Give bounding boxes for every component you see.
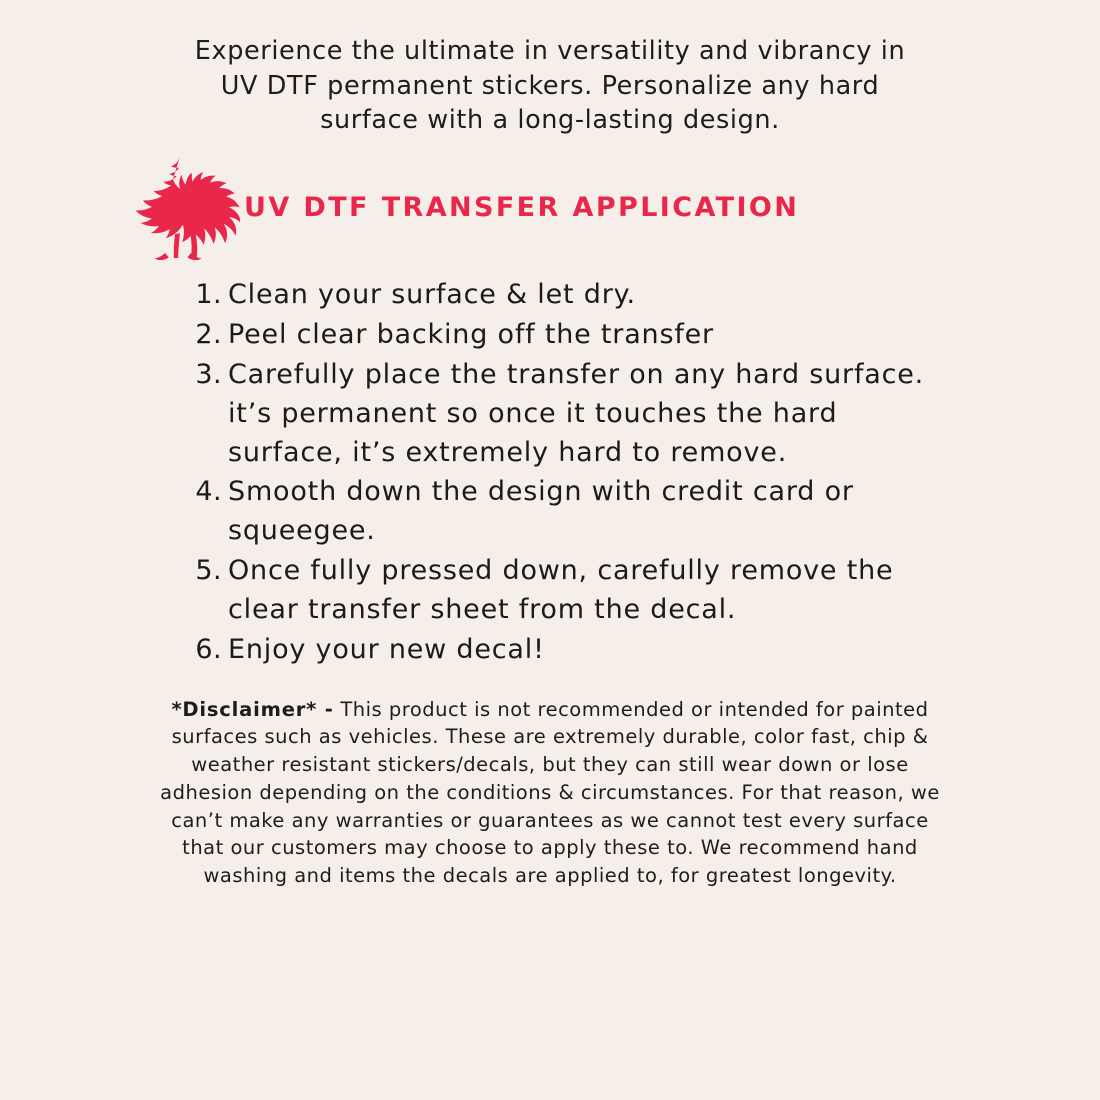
list-item: Once fully pressed down, carefully remove the clear transfer sheet from the decal. [228, 555, 894, 626]
list-item: Enjoy your new decal! [228, 633, 545, 665]
intro-paragraph: Experience the ultimate in versatility and vibrancy in UV DTF permanent stickers. Personalize any hard surface with a long-lasting design. [194, 36, 906, 136]
disclaimer-label: *Disclaimer* - [171, 697, 334, 721]
rooster-icon [128, 150, 240, 268]
list-item: Carefully place the transfer on any hard surface. it’s permanent so once it touches the hard surface, it’s extremely hard to remove. [228, 358, 925, 468]
section-title: UV DTF TRANSFER APPLICATION [244, 191, 800, 223]
disclaimer-body: This product is not recommended or intended for painted surfaces such as vehicles. These are extremely durable, color fast, chip & weather resistant stickers/decals, but they can still wear down or lose adhesion depending on the conditions & circumstances. For that reason, we can’t make any warranties or guarantees as we cannot test every surface that our customers may choose to apply these to. We recommend hand washing and items the decals are applied to, for greatest longevity. [160, 697, 940, 887]
list-item: Clean your surface & let dry. [228, 279, 636, 311]
section-heading [128, 148, 1012, 266]
list-item: Peel clear backing off the transfer [228, 318, 714, 350]
disclaimer-paragraph [155, 696, 945, 890]
steps-list [88, 276, 1012, 670]
list-item: Smooth down the design with credit card or squeegee. [228, 476, 854, 547]
